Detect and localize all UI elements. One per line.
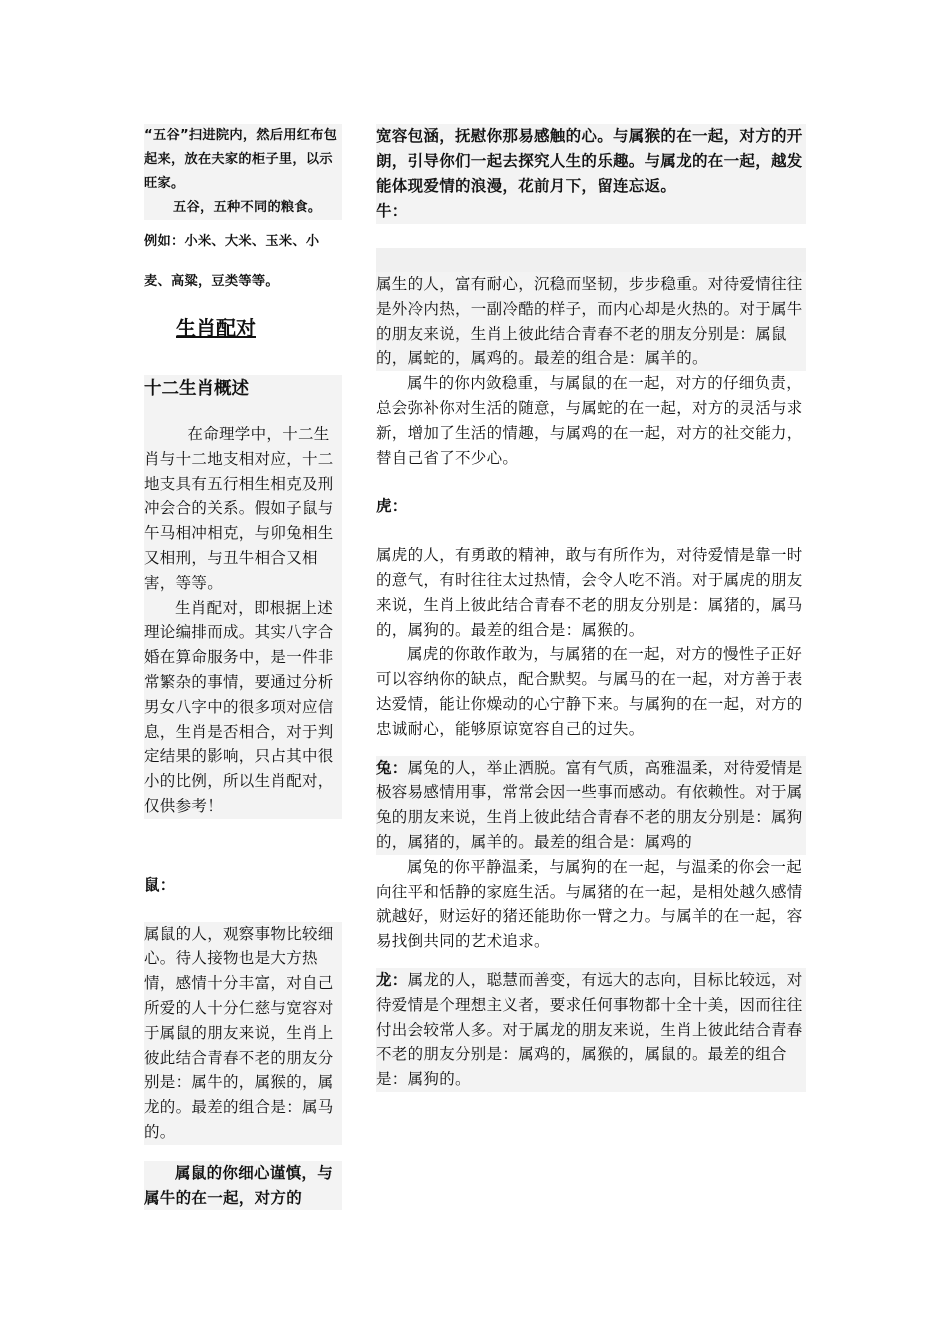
ox-paragraph-2: 属牛的你内敛稳重，与属鼠的在一起，对方的仔细负责，总会弥补你对生活的随意，与属蛇的在一起，对方的灵活与求新，增加了生活的情趣，与属鸡的在一起，对方的社交能力，替自己省了不少心。 bbox=[376, 374, 803, 467]
overview-paragraph-2: 生肖配对，即根据上述理论编排而成。其实八字合婚在算命服务中，是一件非常繁杂的事情，要通过分析男女八字中的很多项对应信息，生肖是否相合，对于判定结果的影响，只占其中很小的比例，所以生肖配对，仅供参考！ bbox=[144, 596, 342, 819]
page-title: 生肖配对 bbox=[176, 316, 256, 340]
left-column bbox=[144, 124, 342, 1210]
rat-paragraph-2: 属鼠的你细心谨慎，与属牛的在一起，对方的 bbox=[144, 1161, 342, 1211]
tiger-paragraph-2: 属虎的你敢作敢为，与属猪的在一起，对方的慢性子正好可以容纳你的缺点，配合默契。与属马的在一起，对方善于表达爱情，能让你燥动的心宁静下来。与属狗的在一起，对方的忠诚耐心，能够原谅宽容自己的过失。 bbox=[376, 645, 803, 738]
tiger-heading: 虎： bbox=[376, 497, 408, 516]
rat-heading: 鼠： bbox=[144, 875, 176, 894]
right-column bbox=[376, 124, 806, 1092]
dragon-heading: 龙： bbox=[376, 970, 408, 989]
rat-paragraph-continued: 宽容包涵，抚慰你那易感触的心。与属猴的在一起，对方的开朗，引导你们一起去探究人生的乐趣。与属龙的在一起，越发能体现爱情的浪漫，花前月下，留连忘返。 bbox=[376, 124, 806, 199]
rabbit-paragraph-2: 属兔的你平静温柔，与属狗的在一起，与温柔的你会一起向往平和恬静的家庭生活。与属猪的在一起，是相处越久感情就越好，财运好的猪还能助你一臂之力。与属羊的在一起，容易找倒共同的艺术追求。 bbox=[376, 857, 803, 951]
dragon-paragraph-1 bbox=[376, 968, 806, 1092]
rabbit-heading: 兔： bbox=[376, 758, 408, 777]
rabbit-text: 属兔的人，举止洒脱。富有气质，高雅温柔，对待爱情是极容易感情用事，常常会因一些事而感动。有依赖性。对于属兔的朋友来说，生肖上彼此结合青春不老的朋友分别是：属狗的，属猪的，属羊的。最差的组合是：属鸡的 bbox=[376, 758, 803, 851]
wugu-intro: “五谷”扫进院内，然后用红布包起来，放在夫家的柜子里，以示旺家。 bbox=[144, 124, 342, 196]
dragon-text: 属龙的人，聪慧而善变，有远大的志向，目标比较远，对待爱情是个理想主义者，要求任何事物都十全十美，因而往往付出会较常人多。对于属龙的朋友来说，生肖上彼此结合青春不老的朋友分别是：属鸡的，属猴的，属鼠的。最差的组合是：属狗的。 bbox=[376, 970, 803, 1089]
wugu-example: 例如：小米、大米、玉米、小麦、高粱，豆类等等。 bbox=[144, 234, 320, 289]
ox-paragraph-1: 属生的人，富有耐心，沉稳而坚韧，步步稳重。对待爱情往往是外冷内热，一副冷酷的样子，而内心却是火热的。对于属牛的朋友来说，生肖上彼此结合青春不老的朋友分别是：属鼠的，属蛇的，属鸡的。最差的组合是：属羊的。 bbox=[376, 272, 806, 371]
overview-paragraph-1: 在命理学中，十二生肖与十二地支相对应，十二地支具有五行相生相克及刑冲会合的关系。假如子鼠与午马相冲相克，与卯兔相生又相刑，与丑牛相合又相害，等等。 bbox=[144, 422, 342, 596]
rabbit-paragraph-1 bbox=[376, 756, 806, 855]
tiger-paragraph-1: 属虎的人，有勇敢的精神，敢与有所作为，对待爱情是靠一时的意气，有时往往太过热情，会令人吃不消。对于属虎的朋友来说，生肖上彼此结合青春不老的朋友分别是：属猪的，属马的，属狗的。最差的组合是：属猴的。 bbox=[376, 546, 803, 639]
shaded-band bbox=[376, 248, 806, 272]
ox-heading: 牛： bbox=[376, 199, 806, 224]
rat-paragraph-1: 属鼠的人，观察事物比较细心。待人接物也是大方热情，感情十分丰富，对自己所爱的人十分仁慈与宽容对于属鼠的朋友来说，生肖上彼此结合青春不老的朋友分别是：属牛的，属猴的，属龙的。最差的组合是：属马的。 bbox=[144, 922, 342, 1145]
wugu-definition: 五谷，五种不同的粮食。 bbox=[144, 196, 342, 220]
section-heading: 十二生肖概述 bbox=[144, 375, 342, 400]
